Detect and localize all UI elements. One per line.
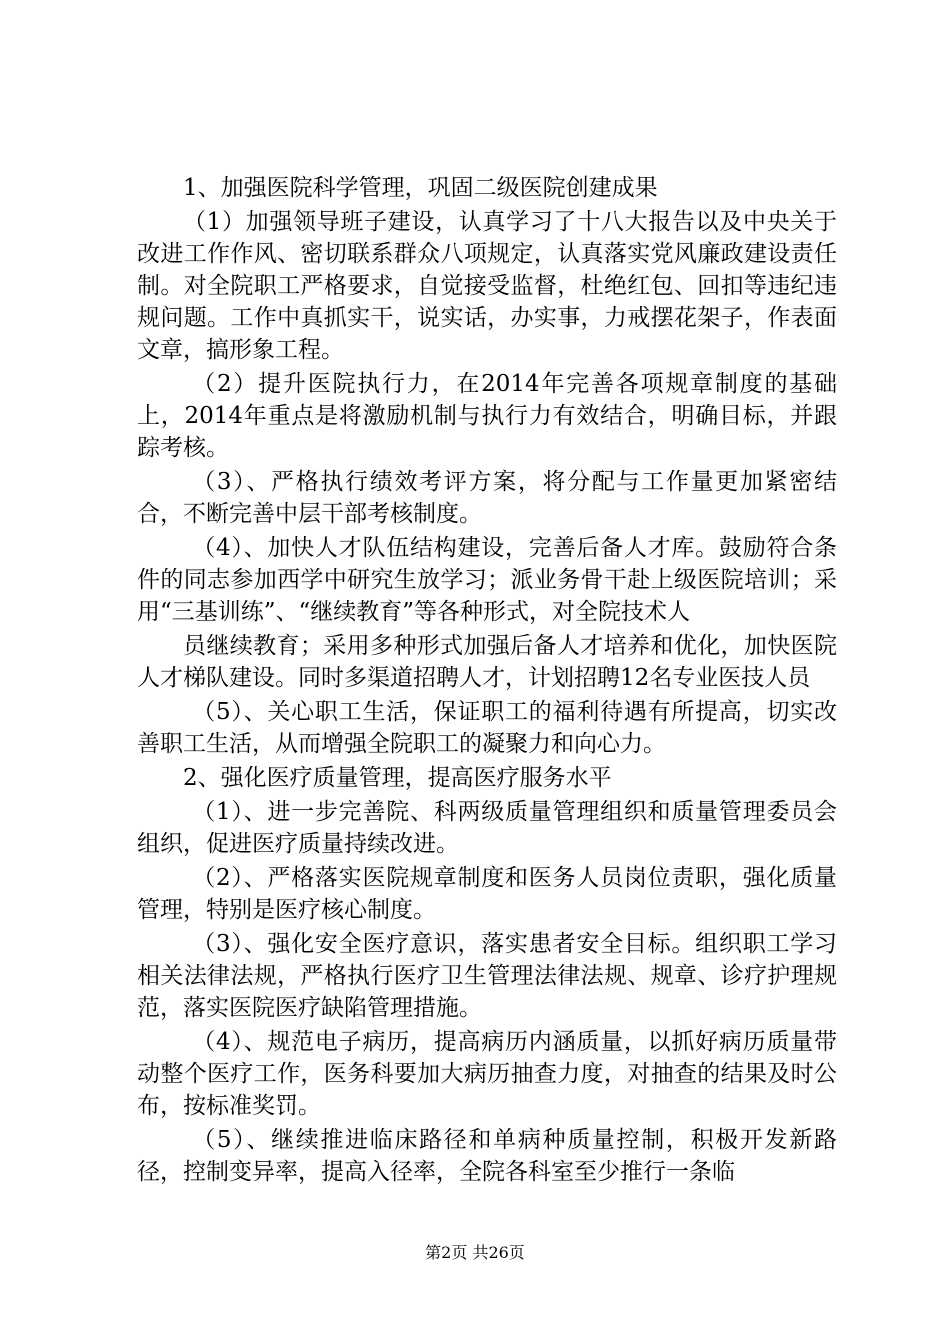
paragraph-1: 1、加强医院科学管理，巩固二级医院创建成果: [183, 175, 658, 201]
paragraph-2: （1）加强领导班子建设，认真学习了十八大报告以及中央关于改进工作作风、密切联系群众八项规定，认真落实党风廉政建设责任制。对全院职工严格要求，自觉接受监督，杜绝红包、回扣等违纪违规问题。工作中真抓实干，说实话，办实事，力戒摆花架子，作表面文章，搞形象工程。: [137, 209, 837, 363]
paragraph-13: （5）、继续推进临床路径和单病种质量控制，积极开发新路径，控制变异率，提高入径率，全院各科室至少推行一条临: [137, 1127, 837, 1185]
paragraph-11: （3）、强化安全医疗意识，落实患者安全目标。组织职工学习相关法律法规，严格执行医疗卫生管理法律法规、规章、诊疗护理规范，落实医院医疗缺陷管理措施。: [137, 931, 837, 1021]
paragraph-6: 员继续教育；采用多种形式加强后备人才培养和优化，加快医院人才梯队建设。同时多渠道招聘人才，计划招聘12名专业医技人员: [137, 633, 837, 691]
document-body: [137, 172, 837, 1188]
paragraph-12: （4）、规范电子病历，提高病历内涵质量，以抓好病历质量带动整个医疗工作，医务科要加大病历抽查力度，对抽查的结果及时公布，按标准奖罚。: [137, 1029, 837, 1119]
paragraph-4: （3）、严格执行绩效考评方案，将分配与工作量更加紧密结合，不断完善中层干部考核制度。: [137, 469, 837, 527]
paragraph-5: （4）、加快人才队伍结构建设，完善后备人才库。鼓励符合条件的同志参加西学中研究生放学习；派业务骨干赴上级医院培训；采用“三基训练”、“继续教育”等各种形式，对全院技术人: [137, 535, 837, 625]
page-footer: 第2页 共26页: [425, 1243, 525, 1262]
paragraph-3: （2）提升医院执行力，在2014年完善各项规章制度的基础上，2014年重点是将激励机制与执行力有效结合，明确目标，并跟踪考核。: [137, 371, 837, 461]
paragraph-7: （5）、关心职工生活，保证职工的福利待遇有所提高，切实改善职工生活，从而增强全院职工的凝聚力和向心力。: [137, 699, 837, 757]
paragraph-9: （1）、进一步完善院、科两级质量管理组织和质量管理委员会组织，促进医疗质量持续改进。: [137, 799, 837, 857]
paragraph-10: （2）、严格落实医院规章制度和医务人员岗位责职，强化质量管理，特别是医疗核心制度。: [137, 865, 837, 923]
paragraph-8: 2、强化医疗质量管理，提高医疗服务水平: [183, 765, 612, 791]
